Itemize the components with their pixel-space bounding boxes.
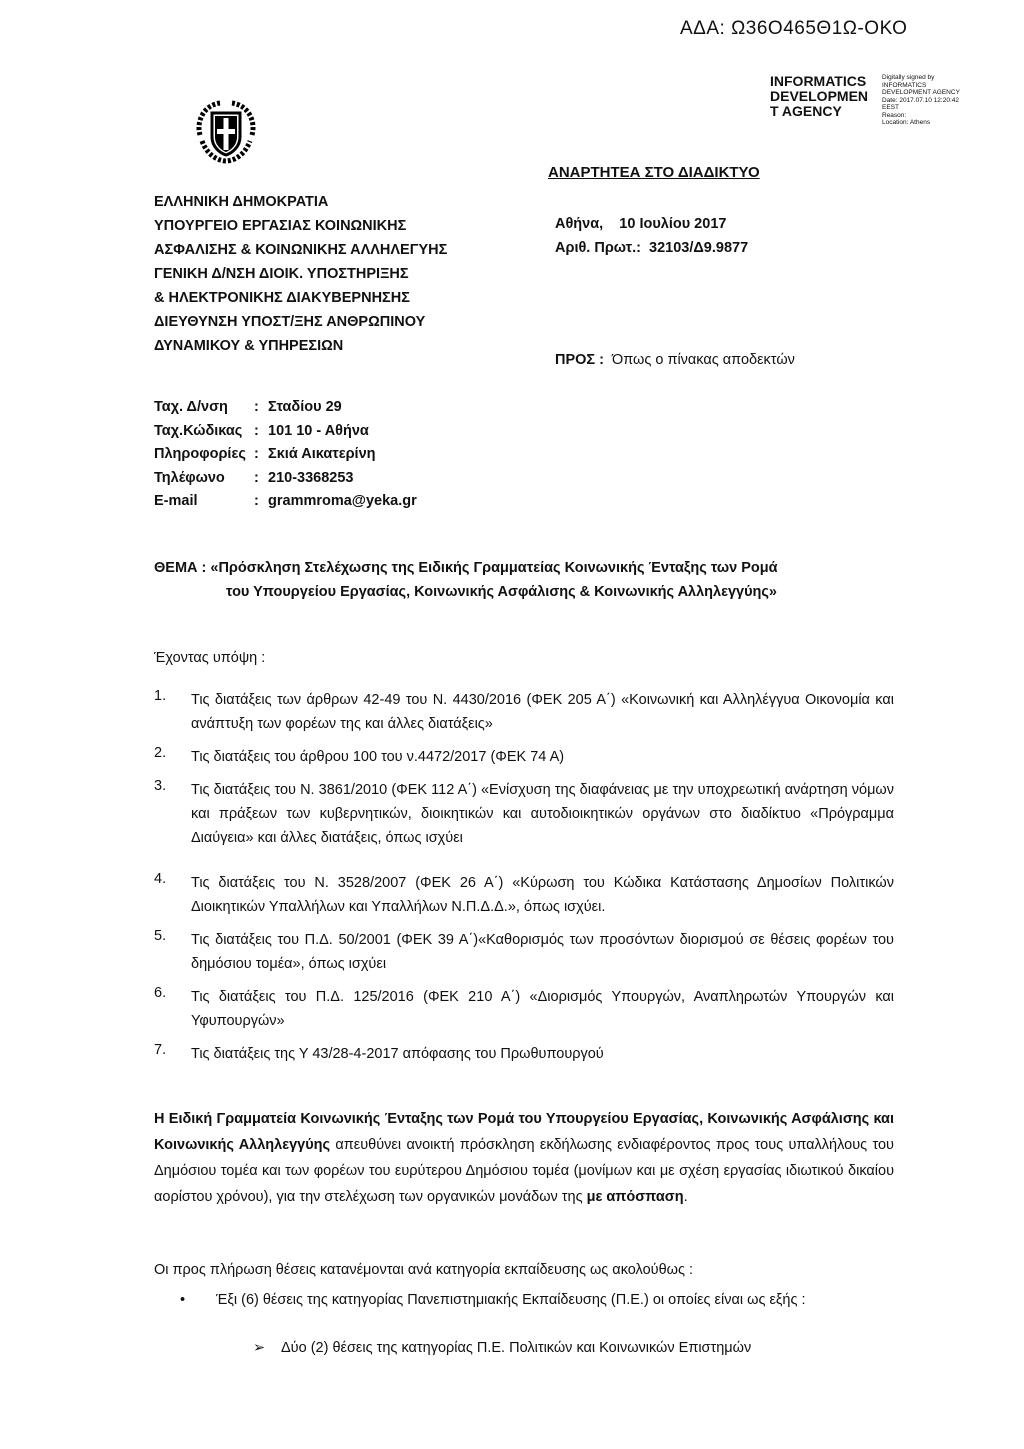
item-text: Τις διατάξεις του Ν. 3528/2007 (ΦΕΚ 26 Α΄) «Κύρωση του Κώδικα Κατάστασης Δημοσίων Πολιτικών Διοικητικών Υπαλλήλων και Υπαλλήλων Ν.Π.Δ.Δ.», όπως ισχύει.: [191, 875, 894, 915]
contact-key: Τηλέφωνο: [154, 469, 225, 486]
authority-line: ΕΛΛΗΝΙΚΗ ΔΗΜΟΚΡΑΤΙΑ: [154, 194, 329, 210]
paragraph-end: .: [683, 1189, 688, 1205]
list-item: [154, 1042, 894, 1066]
authority-line: ΔΥΝΑΜΙΚΟΥ & ΥΠΗΡΕΣΙΩΝ: [154, 338, 344, 354]
list-item: [154, 985, 894, 1033]
protocol-number: Αριθ. Πρωτ.: 32103/Δ9.9877: [555, 240, 749, 256]
arrow-bullet-icon: ➢: [253, 1340, 266, 1356]
item-number: 1.: [154, 688, 167, 704]
date-protocol-block: [555, 212, 748, 260]
list-item: [154, 928, 894, 976]
contact-value: grammroma@yeka.gr: [268, 493, 417, 509]
authority-line: & ΗΛΕΚΤΡΟΝΙΚΗΣ ΔΙΑΚΥΒΕΡΝΗΣΗΣ: [154, 290, 410, 306]
signer-line: T AGENCY: [770, 103, 842, 119]
recipient-value: Όπως ο πίνακας αποδεκτών: [611, 352, 795, 368]
digital-signature: [770, 74, 992, 127]
greek-coat-of-arms-icon: [190, 95, 262, 167]
sub-bullet-text: Δύο (2) θέσεις της κατηγορίας Π.Ε. Πολιτικών και Κοινωνικών Επιστημών: [281, 1340, 752, 1356]
item-text: Τις διατάξεις του Π.Δ. 50/2001 (ΦΕΚ 39 Α΄)«Καθορισμός των προσόντων διορισμού σε θέσεις φορέων του δημόσιου τομέα», όπως ισχύει: [191, 932, 894, 972]
signature-details: [882, 74, 992, 127]
positions-intro: Οι προς πλήρωση θέσεις κατανέμονται ανά κατηγορία εκπαίδευσης ως ακολούθως :: [154, 1262, 694, 1278]
paragraph-bold-tail: με απόσπαση: [586, 1189, 684, 1205]
invitation-paragraph: [154, 1106, 894, 1210]
contact-separator: :: [254, 446, 259, 462]
recipient-line: [555, 352, 795, 368]
contact-separator: :: [254, 493, 259, 509]
authority-line: ΓΕΝΙΚΗ Δ/ΝΣΗ ΔΙΟΙΚ. ΥΠΟΣΤΗΡΙΞΗΣ: [154, 266, 409, 282]
contact-row: [154, 420, 417, 444]
contact-value: Σταδίου 29: [268, 399, 342, 415]
authority-line: ΑΣΦΑΛΙΣΗΣ & ΚΟΙΝΩΝΙΚΗΣ ΑΛΛΗΛΕΓΥΗΣ: [154, 242, 448, 258]
date-line: Αθήνα, 10 Ιουλίου 2017: [555, 216, 727, 232]
ada-code: ΑΔΑ: Ω36Ο465Θ1Ω-ΟΚΟ: [680, 18, 908, 39]
paragraph-body: απευθύνει ανοικτή πρόσκληση εκδήλωσης ενδιαφέροντος προς τους υπαλλήλους του Δημόσιου τομέα και των φορέων του ευρύτερου Δημόσιου τομέα (μονίμων και με σχέση εργασίας ιδιωτικού δικαίου αορίστου χρόνου), για την στελέχωση των οργανικών μονάδων της: [154, 1137, 894, 1205]
contact-separator: :: [254, 469, 259, 486]
contact-key: Ταχ.Κώδικας: [154, 422, 243, 439]
contact-value: 210-3368253: [268, 469, 354, 486]
contact-separator: :: [254, 399, 259, 415]
issuing-authority: [154, 190, 447, 358]
signature-meta-line: Digitally signed by: [882, 74, 935, 81]
item-number: 6.: [154, 985, 167, 1001]
contact-value: 101 10 - Αθήνα: [268, 422, 369, 439]
item-text: Τις διατάξεις του Ν. 3861/2010 (ΦΕΚ 112 Α΄) «Ενίσχυση της διαφάνειας με την υποχρεωτική ανάρτηση νόμων και πράξεων των κυβερνητικών, διοικητικών και αυτοδιοικητικών οργάνων στο διαδίκτυο «Πρόγραμμα Διαύγεια» και άλλες διατάξεις, όπως ισχύει: [191, 782, 894, 846]
bullet-item: [180, 1288, 892, 1312]
subject-line: ΘΕΜΑ : «Πρόσκληση Στελέχωσης της Ειδικής Γραμματείας Κοινωνικής Ένταξης των Ρομά: [154, 560, 778, 576]
signer-line: INFORMATICS: [770, 73, 867, 89]
item-number: 5.: [154, 928, 167, 944]
signature-meta-line: DEVELOPMENT AGENCY: [882, 89, 960, 96]
item-number: 7.: [154, 1042, 167, 1058]
contact-key: E-mail: [154, 493, 198, 509]
signature-meta-line: Reason:: [882, 111, 907, 119]
contact-row: [154, 443, 417, 467]
signature-meta-line: Location: Athens: [882, 119, 931, 126]
contact-block: [154, 396, 417, 514]
subject-line: του Υπουργείου Εργασίας, Κοινωνικής Ασφάλισης & Κοινωνικής Αλληλεγγύης»: [226, 584, 777, 600]
item-text: Τις διατάξεις του Π.Δ. 125/2016 (ΦΕΚ 210 Α΄) «Διορισμός Υπουργών, Αναπληρωτών Υπουργών και Υφυπουργών»: [191, 989, 894, 1029]
item-text: Τις διατάξεις του άρθρου 100 του ν.4472/2017 (ΦΕΚ 74 Α): [191, 749, 565, 765]
list-item: [154, 745, 894, 769]
item-text: Τις διατάξεις των άρθρων 42-49 του Ν. 4430/2016 (ΦΕΚ 205 Α΄) «Κοινωνική και Αλληλέγγυα Οικονομία και ανάπτυξη των φορέων της και άλλες διατάξεις»: [191, 692, 894, 732]
signer-line: DEVELOPMEN: [770, 88, 869, 104]
contact-value: Σκιά Αικατερίνη: [268, 446, 376, 462]
item-number: 3.: [154, 778, 167, 794]
list-item: [154, 688, 894, 736]
contact-key: Ταχ. Δ/νση: [154, 399, 228, 415]
bullet-text: Έξι (6) θέσεις της κατηγορίας Πανεπιστημιακής Εκπαίδευσης (Π.Ε.) οι οποίες είναι ως εξής :: [216, 1292, 806, 1308]
contact-key: Πληροφορίες: [154, 446, 246, 462]
contact-separator: :: [254, 422, 259, 439]
recipient-label: ΠΡΟΣ :: [555, 352, 604, 368]
list-item: [154, 871, 894, 919]
subject-block: [154, 556, 884, 604]
contact-row: [154, 396, 417, 420]
paragraph-bold-lead: Η Ειδική Γραμματεία Κοινωνικής Ένταξης των Ρομά του Υπουργείου Εργασίας, Κοινωνικής Ασφάλισης και Κοινωνικής Αλληλεγγύης: [154, 1111, 894, 1153]
considering-intro: Έχοντας υπόψη :: [154, 650, 266, 666]
item-number: 2.: [154, 745, 167, 761]
post-on-internet-notice: ΑΝΑΡΤΗΤΕΑ ΣΤΟ ΔΙΑΔΙΚΤΥΟ: [548, 164, 760, 181]
contact-row: [154, 490, 417, 514]
sub-bullet-item: [253, 1340, 751, 1356]
signature-meta-line: INFORMATICS: [882, 81, 927, 89]
item-number: 4.: [154, 871, 167, 887]
list-item: [154, 778, 894, 850]
contact-row: [154, 467, 417, 491]
authority-line: ΔΙΕΥΘΥΝΣΗ ΥΠΟΣΤ/ΞΗΣ ΑΝΘΡΩΠΙΝΟΥ: [154, 314, 426, 330]
item-text: Τις διατάξεις της Υ 43/28-4-2017 απόφασης του Πρωθυπουργού: [191, 1046, 604, 1062]
bullet-icon: •: [180, 1292, 186, 1308]
signer-name: [770, 74, 874, 127]
signature-meta-line: Date: 2017.07.10 12:20:42: [882, 96, 959, 104]
authority-line: ΥΠΟΥΡΓΕΙΟ ΕΡΓΑΣΙΑΣ ΚΟΙΝΩΝΙΚΗΣ: [154, 218, 407, 234]
signature-meta-line: EEST: [882, 104, 899, 111]
